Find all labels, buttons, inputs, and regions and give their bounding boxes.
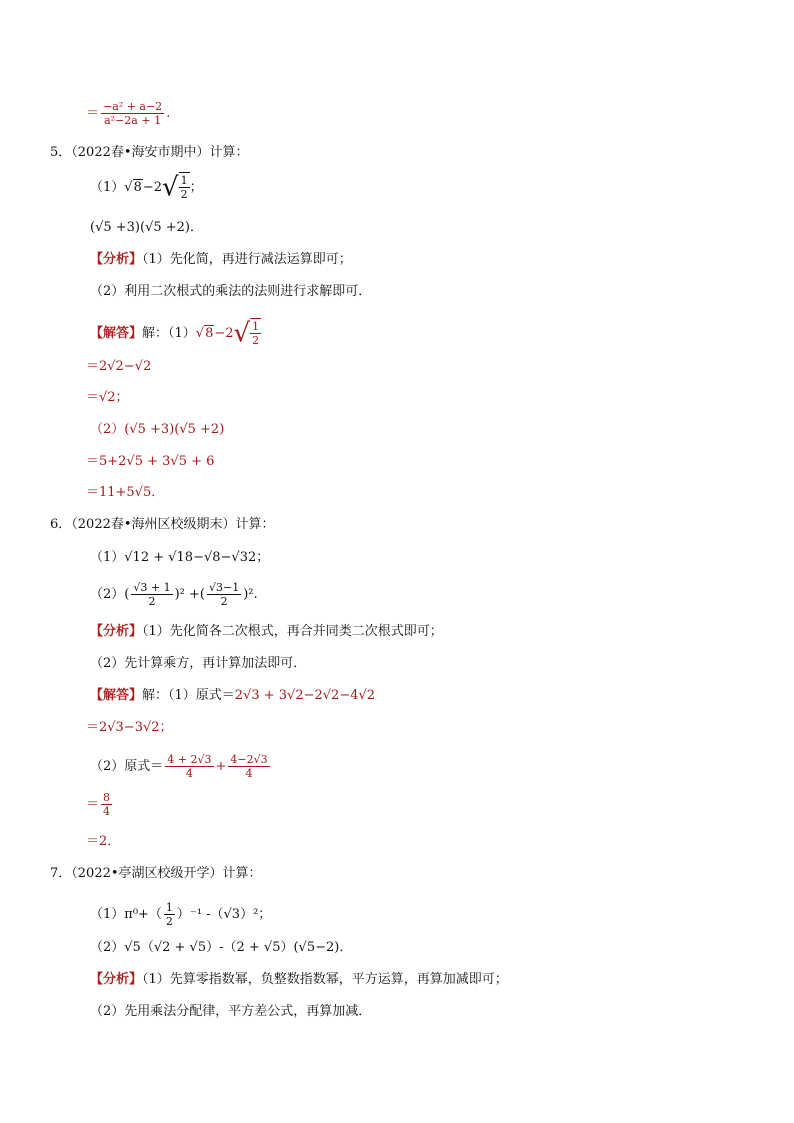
sqrt-8: √8 [195,326,214,341]
q7-part1 [90,900,271,930]
solution-text: 解：（1）原式＝ [142,688,235,703]
analysis-text: （1）先化简，再进行减法运算即可； [142,252,352,267]
fraction-numerator: 4−2√3 [230,753,268,766]
analysis-text: （1）先算零指数幂，负整数指数幂，平方运算，再算加减即可； [142,972,508,987]
part-label: （1） [90,180,125,195]
q5-part1 [90,172,203,203]
q6-analysis [90,622,443,642]
fraction-denominator: 2 [165,915,173,928]
fraction-denominator: 2 [148,595,156,608]
minus-two: −2 [142,180,163,195]
q6-title: 6．（2022春•海州区校级期末）计算： [50,517,275,532]
fraction [101,791,112,818]
fraction-numerator: 1 [165,901,173,914]
q6-solution [90,686,375,706]
q6-analysis-2: （2）先计算乘方，再计算加法即可． [90,656,307,671]
q5-step-1: ＝2√2−√2 [86,359,152,374]
fraction-numerator: −a² + a−2 [103,100,163,113]
fraction-numerator: √3 + 1 [133,581,171,594]
period: . [166,106,171,121]
plus-sign: + [215,759,227,774]
exponent: )². [243,587,258,602]
minus-two: −2 [214,326,234,341]
q5-part2: (√5 +3)(√5 +2)． [90,220,203,235]
q7-analysis [90,970,508,990]
fraction-denominator: 2 [252,334,260,347]
fraction [164,901,175,928]
fraction-denominator: a²−2a + 1 [104,114,162,127]
fraction-numerator: √3−1 [208,581,240,594]
q5-analysis [90,250,352,270]
solution-expression: 2√3 + 3√2−2√2−4√2 [234,688,376,703]
expression-tail: ）⁻¹ -（√3）²； [176,907,272,922]
equals-sign: ＝ [86,106,100,121]
analysis-tag: 【分析】 [90,624,143,639]
q5-step-3: （2）(√5 +3)(√5 +2) [90,422,225,437]
analysis-text: （1）先化简各二次根式，再合并同类二次根式即可； [142,624,443,639]
radicand: 8 [133,180,142,195]
solution-text: 解：（1） [142,326,196,341]
fraction-numerator: 8 [103,791,111,804]
q5-analysis-2: （2）利用二次根式的乘法的法则进行求解即可． [90,284,372,299]
q6-step-4: ＝2． [86,834,121,849]
fraction-denominator: 4 [245,767,253,780]
q7-title: 7．（2022•亭湖区校级开学）计算： [50,866,262,881]
q5-step-4: ＝5+2√5 + 3√5 + 6 [86,454,215,469]
q7-part2: （2）√5（√2 + √5）-（2 + √5）(√5−2)． [90,940,353,955]
part-label: （1）π⁰+（ [90,907,162,922]
operator: )² +( [174,587,205,602]
part-label: （2） [90,587,125,602]
q5-title: 5．（2022春•海安市期中）计算： [50,145,249,160]
prev-answer-end [86,100,170,127]
q5-step-5: ＝11+5√5． [86,485,165,500]
fraction-numerator: 1 [252,320,260,333]
fraction-denominator: 2 [220,595,228,608]
analysis-tag: 【分析】 [90,252,143,267]
q6-part2 [90,580,258,610]
paren: ( [124,587,130,602]
q6-part1: （1）√12 + √18−√8−√32； [90,550,270,565]
q6-step-3 [86,790,114,820]
radicand: 8 [205,326,214,341]
q6-step-1: ＝2√3−3√2； [86,720,173,735]
equals-sign: ＝ [86,797,100,812]
sqrt-half: √ $\frac{1}{2}$ [233,318,260,349]
fraction [207,581,241,608]
sqrt-half: √ $\frac{1}{2}$ [162,172,188,203]
fraction-denominator: 2 [180,188,188,201]
solution-tag: 【解答】 [90,326,143,341]
fraction-denominator: 4 [185,767,193,780]
fraction-numerator: 1 [180,174,188,187]
analysis-tag: 【分析】 [90,972,143,987]
fraction [228,753,269,780]
fraction-numerator: 4 + 2√3 [167,753,212,766]
q5-step-2: ＝√2； [86,390,129,405]
solution-tag: 【解答】 [90,688,143,703]
fraction [131,581,172,608]
q7-analysis-2: （2）先用乘法分配律，平方差公式，再算加减． [90,1004,372,1019]
fraction [165,753,213,780]
q5-solution [90,318,261,349]
fraction [101,100,164,127]
step-label: （2）原式＝ [90,759,164,774]
q6-step-2 [90,752,272,782]
sqrt-8: √8 [124,180,142,195]
fraction-denominator: 4 [103,805,111,818]
semicolon: ； [189,180,203,195]
